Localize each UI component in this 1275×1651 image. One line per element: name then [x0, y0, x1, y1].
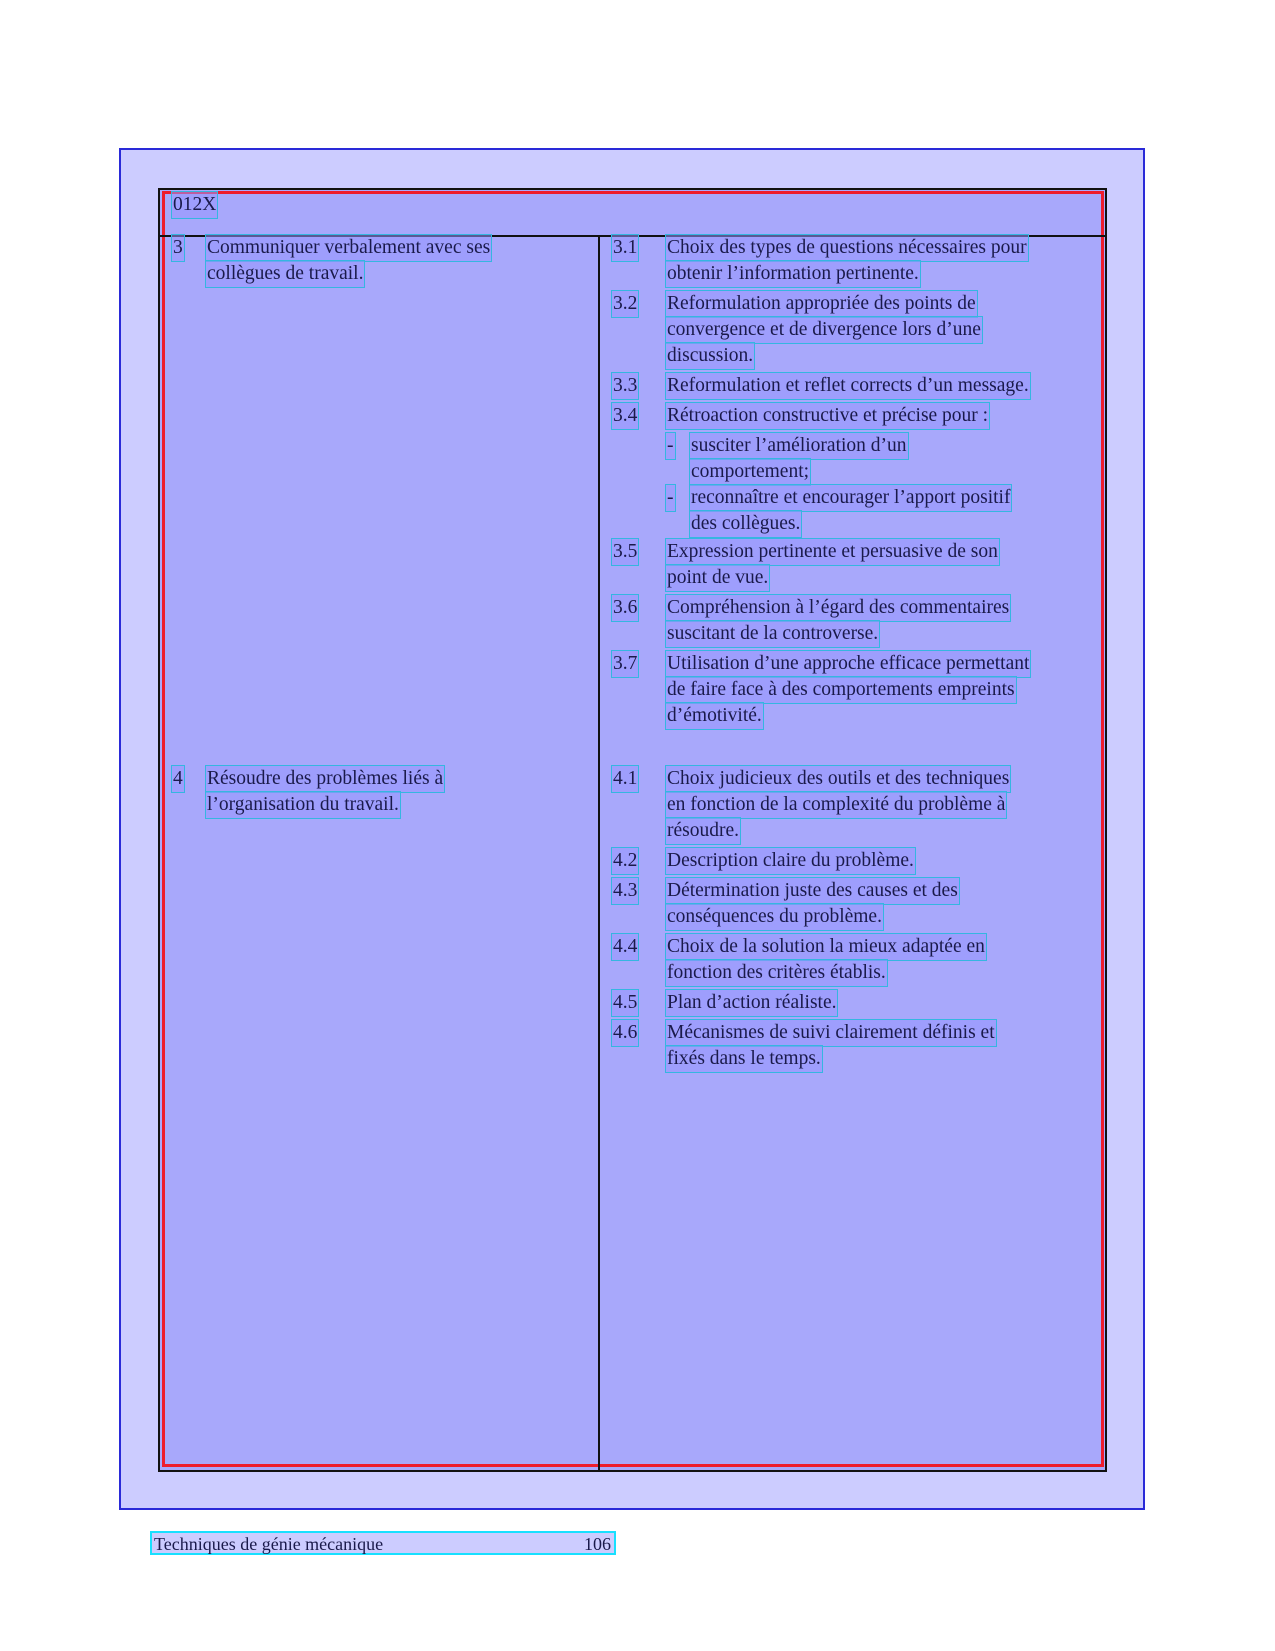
criterion-line: Choix des types de questions nécessaires pour — [666, 235, 1028, 261]
column-divider — [598, 236, 600, 1470]
criterion-line: Mécanismes de suivi clairement définis et — [666, 1020, 996, 1046]
page-number: 106 — [584, 1534, 611, 1554]
competency-number: 4 — [172, 766, 184, 792]
criterion-number: 4.6 — [612, 1020, 638, 1046]
criterion-line: en fonction de la complexité du problème à — [666, 792, 1006, 818]
bullet-line: des collègues. — [690, 511, 801, 537]
competency-line: Résoudre des problèmes liés à — [206, 766, 444, 792]
course-code: 012X — [172, 192, 217, 218]
criterion-line: conséquences du problème. — [666, 904, 883, 930]
criterion-line: fixés dans le temps. — [666, 1046, 822, 1072]
criterion-number: 4.2 — [612, 848, 638, 874]
footer-title: Techniques de génie mécanique — [154, 1534, 384, 1554]
criterion-line: Utilisation d’une approche efficace permettant — [666, 651, 1030, 677]
bullet-line: susciter l’amélioration d’un — [690, 433, 908, 459]
competency-line: collègues de travail. — [206, 261, 364, 287]
criterion-line: Rétroaction constructive et précise pour : — [666, 403, 989, 429]
criterion-number: 4.3 — [612, 878, 638, 904]
bullet-marker: - — [666, 485, 675, 511]
criterion-number: 3.4 — [612, 403, 638, 429]
criterion-number: 3.3 — [612, 373, 638, 399]
criterion-line: Compréhension à l’égard des commentaires — [666, 595, 1010, 621]
criterion-line: discussion. — [666, 343, 754, 369]
bullet-marker: - — [666, 433, 675, 459]
criterion-number: 3.1 — [612, 235, 638, 261]
page-footer — [150, 1531, 616, 1555]
criterion-number: 4.4 — [612, 934, 638, 960]
competency-line: l’organisation du travail. — [206, 792, 400, 818]
criterion-line: convergence et de divergence lors d’une — [666, 317, 982, 343]
criterion-number: 3.5 — [612, 539, 638, 565]
criterion-line: Description claire du problème. — [666, 848, 915, 874]
criterion-line: Plan d’action réaliste. — [666, 990, 837, 1016]
bullet-line: reconnaître et encourager l’apport positif — [690, 485, 1011, 511]
criterion-line: Choix judicieux des outils et des techniques — [666, 766, 1010, 792]
criterion-line: fonction des critères établis. — [666, 960, 887, 986]
criterion-line: Choix de la solution la mieux adaptée en — [666, 934, 986, 960]
competency-line: Communiquer verbalement avec ses — [206, 235, 491, 261]
criterion-number: 3.6 — [612, 595, 638, 621]
criterion-line: obtenir l’information pertinente. — [666, 261, 920, 287]
criterion-number: 3.7 — [612, 651, 638, 677]
criterion-line: de faire face à des comportements empreints — [666, 677, 1016, 703]
criterion-number: 4.5 — [612, 990, 638, 1016]
criterion-line: Expression pertinente et persuasive de son — [666, 539, 999, 565]
criterion-line: d’émotivité. — [666, 703, 763, 729]
bullet-line: comportement; — [690, 459, 810, 485]
criterion-line: Reformulation et reflet corrects d’un message. — [666, 373, 1030, 399]
criterion-line: résoudre. — [666, 818, 740, 844]
criterion-line: suscitant de la controverse. — [666, 621, 879, 647]
competency-number: 3 — [172, 235, 184, 261]
criterion-number: 3.2 — [612, 291, 638, 317]
criterion-number: 4.1 — [612, 766, 638, 792]
criterion-line: Détermination juste des causes et des — [666, 878, 959, 904]
criterion-line: point de vue. — [666, 565, 769, 591]
criterion-line: Reformulation appropriée des points de — [666, 291, 977, 317]
